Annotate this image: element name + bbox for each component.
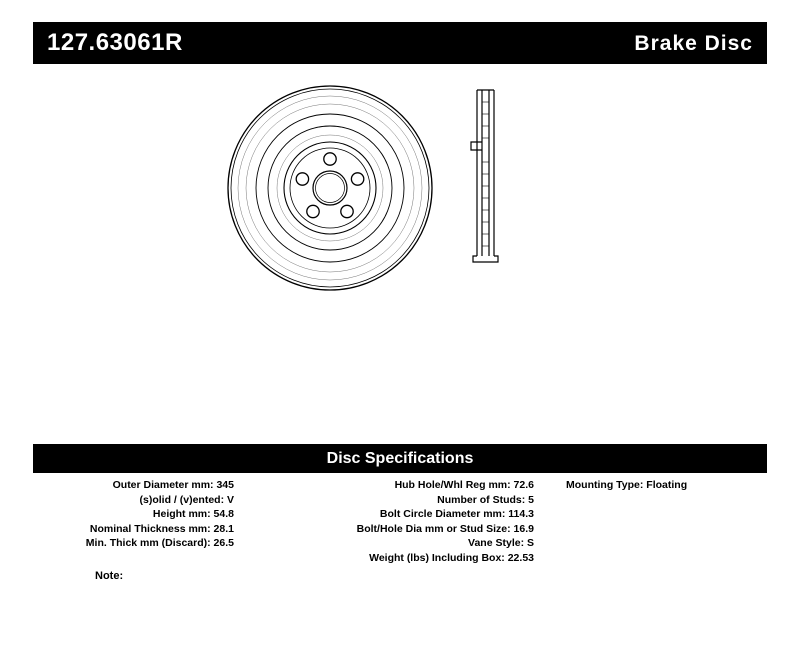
spec-row: Bolt Circle Diameter mm: 114.3 [379,508,534,520]
spec-row: Nominal Thickness mm: 28.1 [89,522,234,535]
spec-row: Outer Diameter mm: 345 [112,479,234,491]
stud-hole [296,173,308,185]
spec-column-middle [238,478,538,565]
spec-column-left [33,478,238,565]
note-label: Note: [95,570,124,582]
specifications-table [33,478,767,565]
spec-row: Vane Style: S [468,537,534,549]
spec-row: Hub Hole/Whl Reg mm: 72.6 [394,479,534,491]
spec-column-right [538,478,767,565]
spec-banner-title: Disc Specifications [326,449,474,467]
spec-row: Mounting Type: Floating [566,479,688,491]
disc-specifications-banner [33,444,767,473]
spec-row: Bolt/Hole Dia mm or Stud Size: 16.9 [356,522,534,535]
stud-hole [324,153,336,165]
spec-row: Min. Thick mm (Discard): 26.5 [85,537,234,549]
note-section [95,570,123,582]
stud-hole [341,205,353,217]
rotor-outer-edge [228,86,432,290]
rotor-cross-section [471,90,498,262]
product-type: Brake Disc [634,31,753,55]
brake-disc-illustration [190,80,610,300]
stud-hole [307,205,319,217]
spec-row: Weight (lbs) Including Box: 22.53 [369,551,534,564]
spec-row: (s)olid / (v)ented: V [139,493,234,506]
stud-hole [351,173,363,185]
spec-row: Height mm: 54.8 [152,508,234,520]
spec-row: Number of Studs: 5 [437,493,534,506]
part-number: 127.63061R [47,29,183,56]
header-bar [33,22,767,64]
